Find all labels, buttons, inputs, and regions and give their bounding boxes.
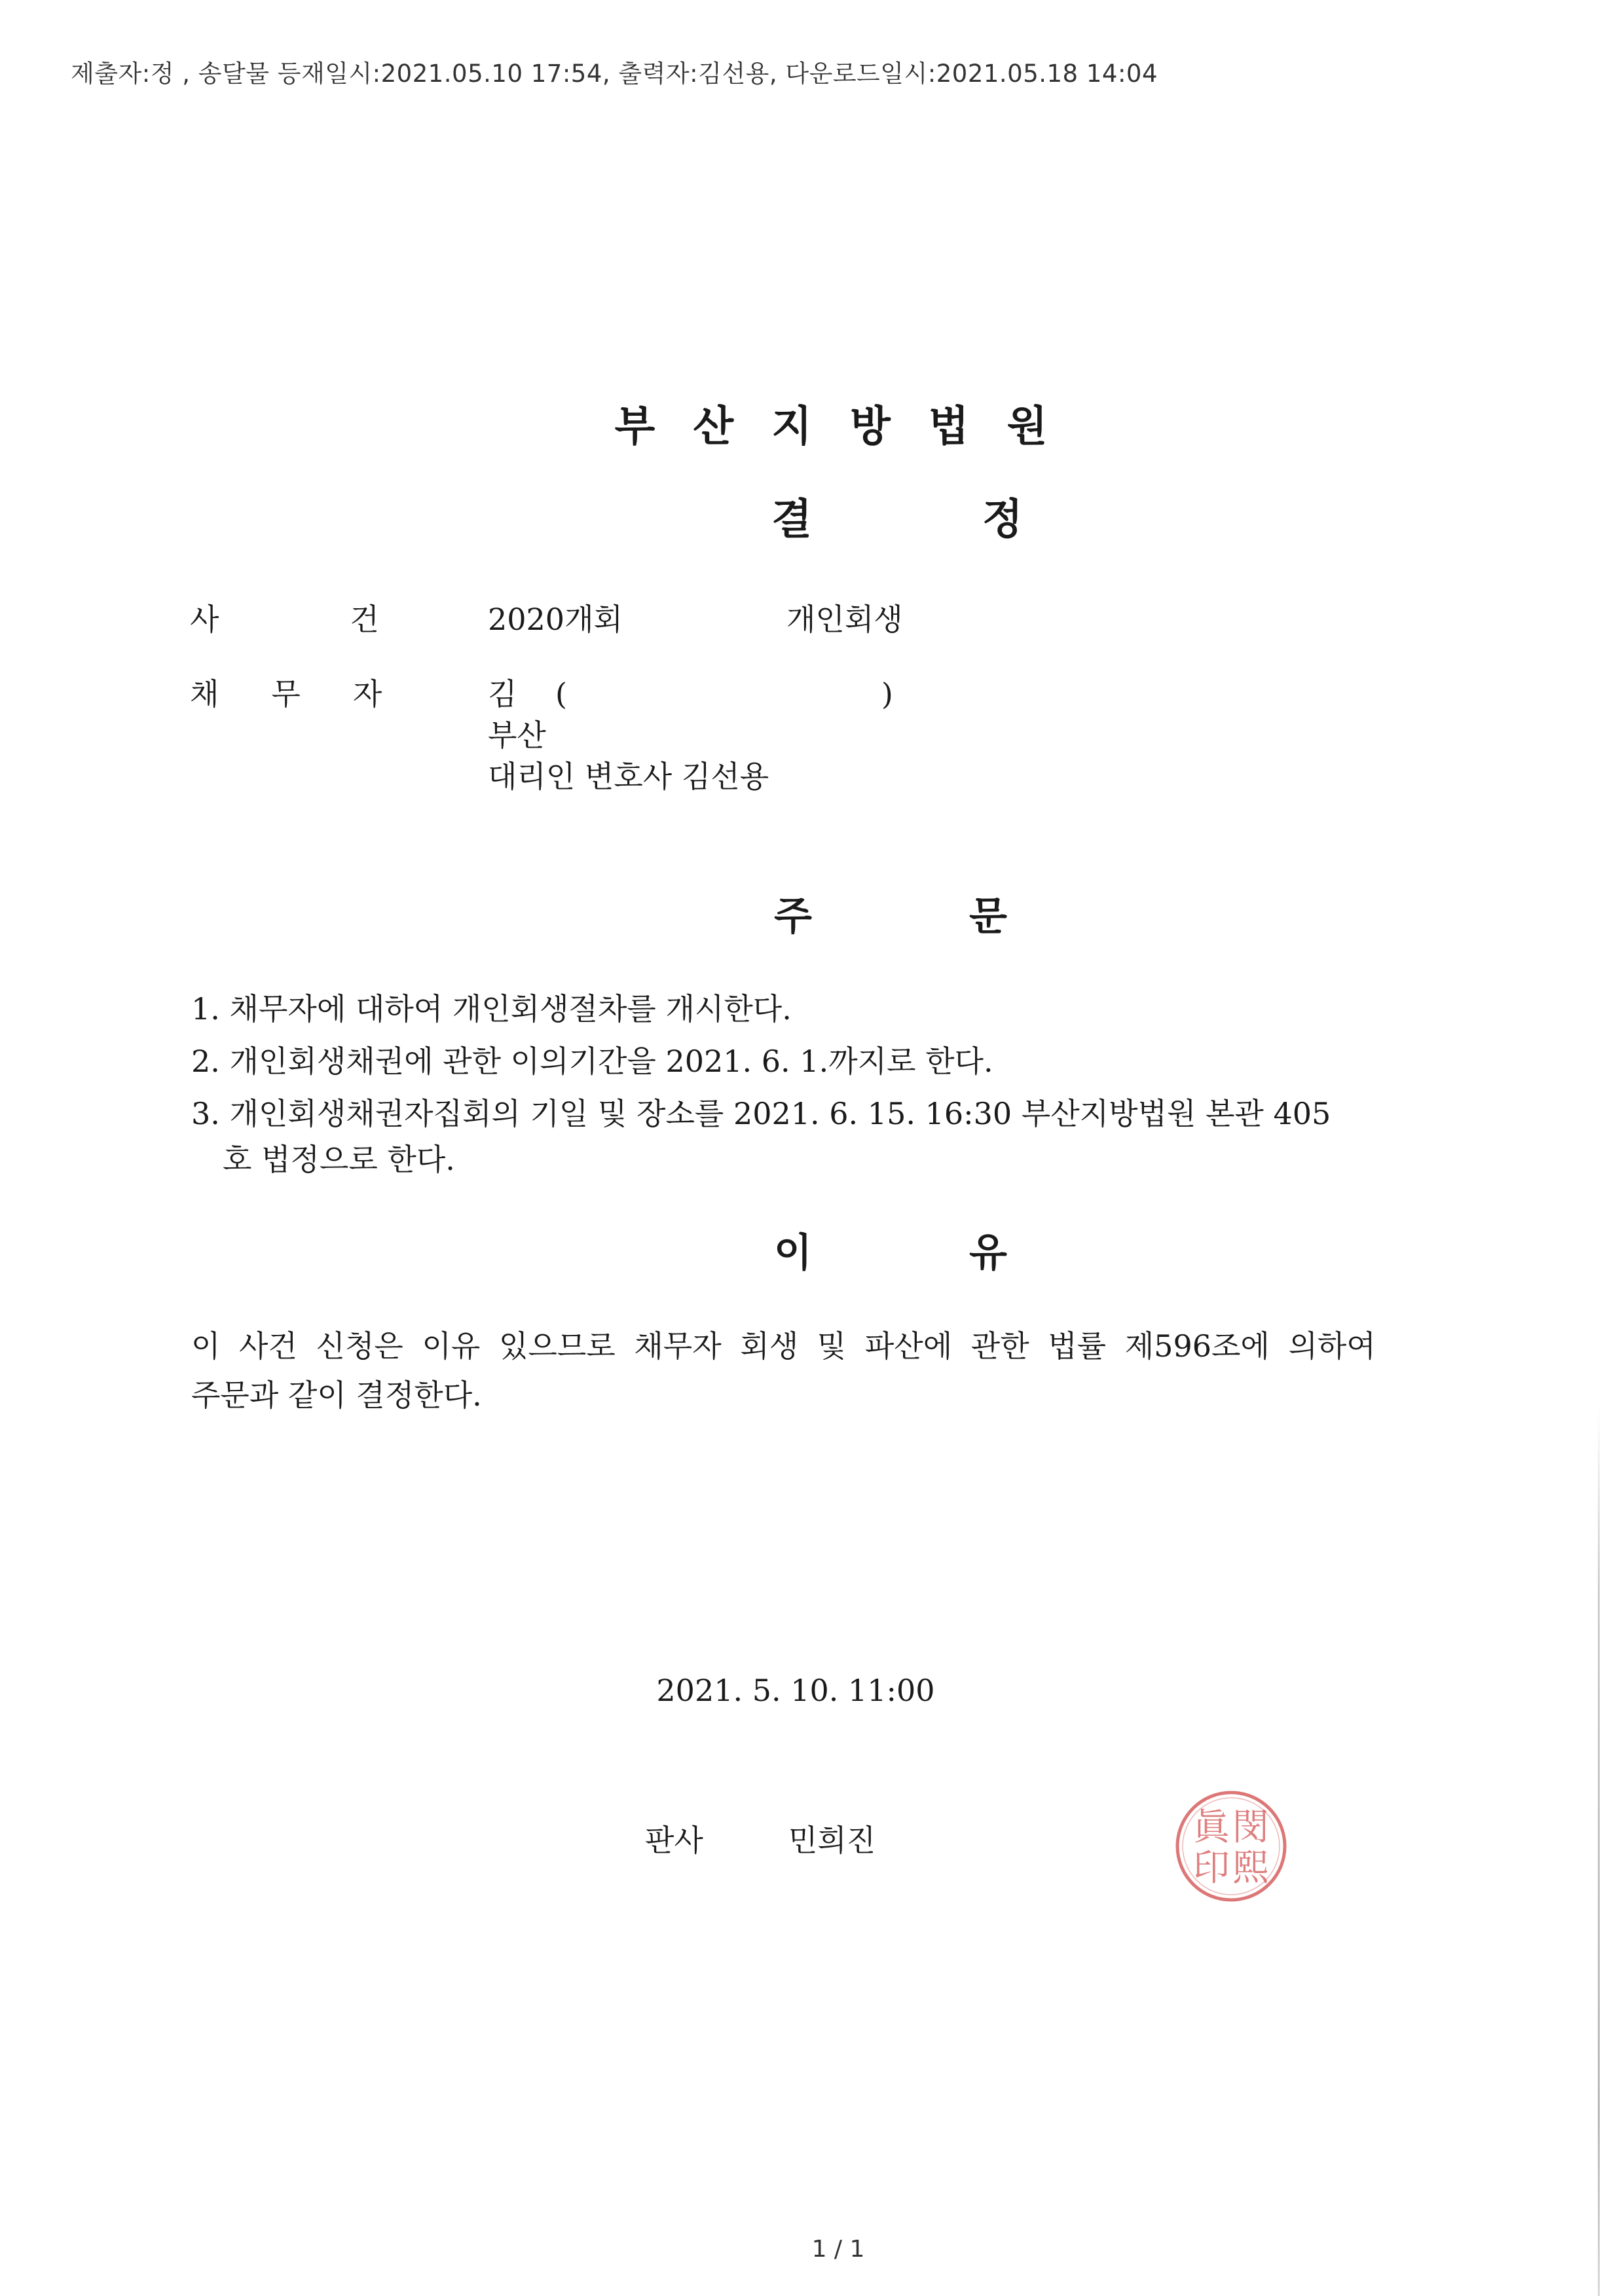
debtor-name: 김 — [488, 676, 517, 712]
order-item: 2. 개인회생채권에 관한 이의기간을 2021. 6. 1.까지로 한다. — [191, 1044, 993, 1079]
page-number: 1 / 1 — [811, 2236, 865, 2263]
svg-text:閔: 閔 — [1232, 1806, 1269, 1849]
reason-line: 이 사건 신청은 이유 있으므로 채무자 회생 및 파산에 관한 법률 제596조에 의하여 — [191, 1328, 1376, 1364]
order-item: 3. 개인회생채권자집회의 기일 및 장소를 2021. 6. 15. 16:30 부산지방법원 본관 405 — [191, 1096, 1331, 1131]
reason-heading: 이유 — [774, 1230, 1164, 1276]
judge-signature-line — [645, 1817, 876, 1860]
debtor-label: 채무자 — [190, 676, 435, 712]
debtor-paren-open: ( — [555, 676, 567, 712]
judge-title: 판사 — [645, 1823, 703, 1858]
judge-seal-icon — [1172, 1787, 1290, 1905]
case-label: 사건 — [190, 602, 510, 637]
order-item-continuation: 호 법정으로 한다. — [223, 1142, 455, 1177]
decision-date: 2021. 5. 10. 11:00 — [656, 1673, 935, 1708]
court-name: 부산지방법원 — [614, 403, 1086, 451]
scan-edge-line — [1598, 1408, 1600, 2296]
judge-name: 민희진 — [788, 1823, 876, 1858]
case-value — [488, 596, 903, 639]
reason-line: 주문과 같이 결정한다. — [191, 1377, 482, 1413]
case-number: 2020개회 — [488, 602, 623, 637]
order-item: 1. 채무자에 대하여 개인회생절차를 개시한다. — [191, 991, 792, 1027]
svg-text:印: 印 — [1193, 1847, 1230, 1889]
document-title: 결정 — [771, 496, 1193, 544]
debtor-paren-close: ) — [881, 676, 893, 712]
svg-text:熙: 熙 — [1232, 1847, 1269, 1889]
order-heading: 주문 — [774, 894, 1164, 939]
debtor-address: 부산 — [488, 718, 546, 753]
debtor-value — [488, 670, 893, 714]
debtor-agent: 대리인 변호사 김선용 — [488, 759, 769, 794]
svg-text:眞: 眞 — [1193, 1806, 1230, 1849]
submission-meta-line: 제출자:정 , 송달물 등재일시:2021.05.10 17:54, 출력자:김선용, 다운로드일시:2021.05.18 14:04 — [71, 60, 1158, 88]
case-type: 개인회생 — [786, 602, 903, 637]
